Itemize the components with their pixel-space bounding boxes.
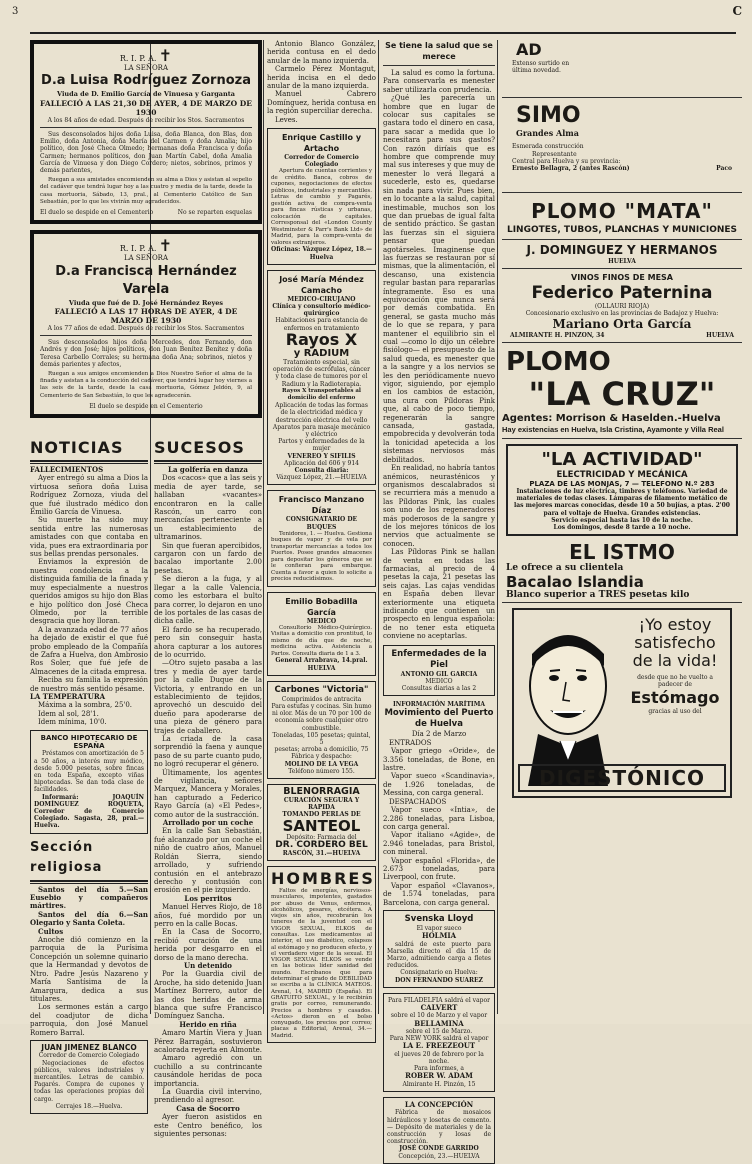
castillo-title: Enrique Castillo y Artacho xyxy=(281,133,362,154)
salud-text: ¿Qué les parecería un hombre que en lugar de colocar sus capitales se gastara todo el dinero en casa, para sacar a medida que lo necesitara para sus gastos? Con razón diríais que es hombre que comprende muy mal sus intereses y que muy de menester lo verá llegará a sucederle, esto es, quedarse sin nada para vivir. Pues bien, en lo tocante a la salud, capital inestimable, muchos son los que dan pruebas de igual falta de sentido práctico. Se gastan las fuerzas sin el siguiera pensar que puedan agotárseles. Imaginense que las fuerzas se restauran por sí mismas, que la alimentación, el descanso, una existencia regular bastan para repararlas íntegramente. Eso es una equivocación que nunca será por demás combatida. En general, se gasta mucho más de lo que se repara, y para mantener el equilibrio sin el cual —como lo dijo un célebre fisiólogo— el presupuesto de la salud queda, es menester que a la sangre y a los nervios se les den periódicamente nuevo vigor, siguiendo, por ejemplo en los cambios de estación, una cura con Píldoras Pink que, al cabo de poco tiempo, regenerarán la sangre cansada, gastada, empobrecida y devolverán toda la tonicidad apetecida a los sistemas nerviosos más debilitados. xyxy=(383,94,495,464)
simo-ad xyxy=(502,103,742,193)
concepcion-name: JOSÉ CONDE GARRIDO xyxy=(399,1145,479,1153)
santeol-addr: RASCÓN, 31.—HUELVA xyxy=(282,849,361,857)
ad-top xyxy=(502,40,742,98)
digestonico-headline: satisfecho xyxy=(634,633,716,653)
religion-title: Sección religiosa xyxy=(30,839,103,875)
digestonico-headline: ¡Yo estoy xyxy=(638,615,712,635)
paternina-title: Federico Paternina xyxy=(531,282,713,303)
sucesos-sub: Los perritos xyxy=(184,893,232,903)
salud-text: Las Píldoras Pink se hallan de venta en todas las farmacias, al precio de 4 pesetas la caja, 21 pesetas las seis cajas. Las cajas vendidas en España deben llevar exteriormente una etiqueta indicando que contienen un prospecto en lengua española: de no tener esta etiqueta conviene no aceptarlas. xyxy=(383,548,495,641)
simo-title: SIMO xyxy=(516,103,581,128)
adam-text: sobre el 10 de Marzo y el vapor xyxy=(390,1012,488,1020)
column-2 xyxy=(154,438,262,1139)
rip-label: R. I. P. A. xyxy=(119,54,157,63)
simo-addr: Ernesto Bellagra, 2 (antes Rascón) xyxy=(512,165,630,173)
camacho-text: Aplicación del 606 y 914 xyxy=(284,459,359,467)
holmia-title: HOLMIA xyxy=(421,931,457,941)
banco-title: BANCO HIPOTECARIO DE ESPAÑA xyxy=(40,733,138,750)
sucesos-title: SUCESOS xyxy=(154,438,245,457)
sucesos-text: La criada de la casa sorprendió la faena y aunque paso de su parte cuanto pudo, no logró recuperar el género. xyxy=(154,735,262,769)
puerto-despachados: DESPACHADOS xyxy=(389,797,447,806)
orta-city: HUELVA xyxy=(706,332,734,340)
camacho-text: Aparatos para masaje mecánico y eléctrico xyxy=(272,423,371,438)
manzano-text: Tenidores, 1. — Huelva. Gestiona buques de vapor y de vela por transportar mercancías a todos los Puertos. Posee grandes almacenes para depositar los géneros que se le confieran para embarque. Cuenta a favor a quien lo solicite a precios reducidísimos. xyxy=(271,530,372,583)
hombres-ad xyxy=(267,866,376,1043)
bobadilla-title: Emilio Bobadilla García xyxy=(285,596,358,617)
carbones-fabrica: Fábrica y despacho: xyxy=(291,753,352,761)
sucesos-text: En la Casa de Socorro, recibió curación de una herida por desgarro en el dorso de la mano derecha. xyxy=(154,928,262,962)
page-number: 3 xyxy=(12,6,19,17)
puerto-entrados: ENTRADOS xyxy=(389,738,432,747)
carbones-price: pesetas; arroba a domicilio, 75 xyxy=(274,746,369,754)
castillo-sub: Corredor de Comercio Colegiado xyxy=(284,154,359,169)
adam-text: sobre el 15 de Marzo. xyxy=(405,1028,473,1036)
hombres-text: Faltos de energías, nerviosos-musculares, impotentes, gastados por abuso de Venus, enfermos, alcohólicos, pesares, etcétera. A viejos sin años, recobrarán los tuneres de la juventud con el VIGOR SEXUAL, ELKOS de consultas. Los medicamentos al interior, el uso diabético, colapsos al estómago y no producen efecto, y el verdadero vigor de la sexual. El VIGOR SEXUAL ELKOS se vende en las boticas líder sanidad del mundo. Escríbanos que para determinar el grado de DEBILIDAD se escriba a la CLÍNICA MATEOS. Arenal, 14, MADRID (España). El GRATUITO SEXUAL, y le recibirán gratis por correo, remunerando. Precios a hombres y casados. «Actos» dieron en el bolso conyugado, los precios por correo; placas a Editorial, Arenal, 34.—Madrid. xyxy=(271,887,372,1039)
salud-text: La salud es como la fortuna. Para conservarla es menester saber utilizarla con prudencia. xyxy=(383,69,495,94)
obit-viuda: Viuda de D. Emilio García de Vinuesa y Garganta xyxy=(57,90,235,99)
concepcion-addr: Concepción, 23.—HUELVA xyxy=(398,1152,480,1160)
obituary-rodriguez xyxy=(30,40,262,224)
obituary-hernandez xyxy=(30,230,262,418)
jimenez-ad xyxy=(30,1040,148,1114)
svenska-text: saldrá de este puerto para Marsella directo el día 15 de Marzo, admitiendo carga a fletes reducidos. xyxy=(387,940,491,970)
puerto-entry: Vapor español «Florida», de 2.673 toneladas, para Liverpool, con frute. xyxy=(383,856,495,882)
adam-text: el jueves 20 de febrero por la noche. xyxy=(394,1050,484,1066)
istmo-blanco: Blanco superior a TRES pesetas kilo xyxy=(506,589,690,600)
religion-text: Anoche dió comienzo en la parroquia de la Purísima Concepción un solemne quinario que la Hermandad y devotos de Ntro. Padre Jesús Nazareno y María Santísima de la Amargura, dedica a sus titulares. xyxy=(30,936,148,1003)
simo-paco: Paco xyxy=(716,165,732,173)
digestonico-estomago: Estómago xyxy=(630,688,720,708)
castillo-text: Apertura de cuentas corrientes y de crédito. Banca, cobros de cupones, negociaciones de efectos públicos, industriales y mercantiles. Letras de cambio y Pagarés, gestión activa de compra-venta para fincas rústicas y urbanas, colocación de capitales. Corresponsal del «London County Westminster & Parr's Bank Ltd» de Madrid, para la compra-venta de valores extranjeros. xyxy=(271,168,372,246)
banco-text: Préstamos con amortización de 5 a 50 años, a interés muy módico, desde 5.000 pesetas, sobre fincas en toda España, excepto viñas hipotecadas. Se dan toda clase de facilidades. xyxy=(34,750,144,794)
piel-name: ANTONIO GIL GARCIA xyxy=(400,670,478,678)
simo-text: Esmerada construcción xyxy=(512,143,584,151)
temp-line: Idem al sol, 28'1. xyxy=(38,709,99,718)
carbones-title: Carbones "Victoria" xyxy=(274,684,369,695)
simo-sub: Grandes Alma xyxy=(516,128,579,138)
concepcion-text: Fábrica de mosaicos hidráulicos y losetas de cemento. — Depósito de materiales y de la construcción y losas de construcción. xyxy=(387,1109,491,1146)
obit-ruegan: Ruegan a sus amigos encomienden a Dios Nuestro Señor el alma de la finada y asistan a la conducción del cadáver, que tendrá lugar hoy viernes a las seis de la tarde, desde la casa mortuoria, Gómez Jeldón, 9, al Cementerio de San Sebastián, lo que les agradecerán. xyxy=(40,371,252,399)
actividad-title: "LA ACTIVIDAD" xyxy=(541,449,703,471)
religion-text: Santos del día 5.—San Eusebio y compañeros mártires. xyxy=(30,884,148,911)
camacho-text: Habitaciones para estancia de enfermos en tratamiento xyxy=(275,317,368,332)
adam-title: ROBER W. ADAM xyxy=(405,1071,473,1081)
santeol-title: SANTEOL xyxy=(282,817,361,836)
paternina-sub: (OLLAURI RIOJA) xyxy=(594,302,650,310)
noticias-title: NOTICIAS xyxy=(30,438,124,457)
vinos-title: VINOS FINOS DE MESA xyxy=(571,273,673,283)
svenska-text: Consignatario en Huelva: xyxy=(400,969,478,977)
casa-socorro-entry: Manuel Cabrero Domínguez, herida contusa en la región superciliar derecha. xyxy=(267,90,376,116)
digestonico-brand: DIGESTÓNICO xyxy=(518,764,726,792)
radium-title: y RADIUM xyxy=(293,347,350,359)
hombres-title: HOMBRES xyxy=(271,868,375,888)
svenska-consig: DON FERNANDO SUAREZ xyxy=(395,976,483,984)
casa-socorro-entry: Antonio Blanco González, herida contusa en el dedo anular de la mano izquierda. xyxy=(267,40,376,65)
sucesos-text: Manuel Herves Riojo, de 18 años, fué mordido por un perro en la calle Bocas. xyxy=(154,903,262,928)
carbones-price: Toneladas, 105 pesetas; quintal, 5 xyxy=(272,731,371,747)
ad-text: Extenso surtido en última novedad. xyxy=(512,60,570,75)
jimenez-addr: Cerrajes 18.—Huelva. xyxy=(55,1102,123,1110)
salud-title: Se tiene la salud que se merece xyxy=(385,41,493,61)
maritima-title: INFORMACIÓN MARÍTIMA xyxy=(392,701,486,709)
adam-ad xyxy=(383,993,495,1092)
salud-text: En realidad, no habría tantos anémicos, neurasténicos y organismos descalabrados si se recurriera más a menudo a las Píldoras Pink, las cuales son uno de los regeneradores más poderosos de la sangre y de los mejores tónicos de los nervios que actualmente se conocen. xyxy=(383,464,495,548)
plomo-mata-title: PLOMO "MATA" xyxy=(531,199,713,223)
bellamina-title: BELLAMINA xyxy=(414,1018,464,1028)
noticias-text: Enviamos la expresión de nuestra condolencia a la distinguida familia de la finada y muy especialmente a nuestros queridos amigos su hijo don Blas e hijo político don José Checa Olmedo, por la terrible desgracia que hoy lloran. xyxy=(30,558,148,626)
carbones-ad xyxy=(267,681,376,779)
adam-text: Para informes, a xyxy=(414,1065,464,1073)
calvert-title: CALVERT xyxy=(420,1003,458,1012)
noticias-text: A la avanzada edad de 77 años ha dejado de existir el que fué probo empleado de la Compañía de Zafra a Huelva, don Ambrosio Ros Soler, que fué jefe de Almacenes de la citada empresa. xyxy=(30,625,148,676)
sucesos-text: Por la Guardia civil de Aroche, ha sido detenido Juan Martínez Borrero, autor de las dos heridas de arma blanca que sufre Francisco Domínguez Sancha. xyxy=(154,970,262,1021)
cordero-title: DR. CORDERO BEL xyxy=(275,840,368,851)
temp-title: LA TEMPERATURA xyxy=(30,691,106,701)
paternina-ad xyxy=(502,274,742,343)
sucesos-text: El fardo se ha recuperado, pero sin conseguir hasta ahora capturar a los autores de lo ocurrido. xyxy=(154,625,262,659)
santeol-text: TOMANDO PERLAS DE xyxy=(282,810,361,818)
bobadilla-sub: MEDICO xyxy=(306,617,337,625)
obit-name: D.a Luisa Rodríguez Zornoza xyxy=(41,73,251,89)
digestonico-text xyxy=(624,616,726,716)
adam-text: Para NEW YORK saldrá el vapor xyxy=(389,1035,489,1043)
man-face-illustration xyxy=(518,616,618,786)
camacho-hours: Consulta diaria: xyxy=(294,466,349,474)
digestonico-gracias: gracias al uso del xyxy=(648,708,702,716)
lacruz-existencias: Hay existencias en Huelva, Isla Cristina, Ayamonte y Villa Real xyxy=(502,425,724,435)
castillo-ad xyxy=(267,128,376,265)
adam-text: Para FILADELFIA saldrá el vapor xyxy=(388,996,490,1004)
religion-cultos: Cultos xyxy=(38,926,64,936)
bobadilla-ad xyxy=(267,592,376,676)
temp-line: Idem mínima, 10'0. xyxy=(38,718,107,727)
sucesos-text: Dos «cacos» que a las seis y media de ayer tarde, se hallaban «vacantes» encontraron en la calle Rascón, un carro con mercancías perteneciente a un establecimiento de ultramarinos. xyxy=(154,474,262,542)
obit-name: D.a Francisca Hernández Varela xyxy=(55,263,237,297)
jimenez-sub: Corredor de Comercio Colegiado xyxy=(38,1052,140,1060)
camacho-title: José María Méndez Camacho xyxy=(279,274,364,295)
manzano-ad xyxy=(267,490,376,586)
digestonico-headline: de la vida! xyxy=(632,651,718,671)
carbones-text: Para estufas y cocinas. Sin humo ni olor. Más de un 70 por 100 de economía sobre cualquier otro combustible. xyxy=(271,703,372,732)
ad-title: AD xyxy=(516,40,542,59)
istmo-bacalao: Bacalao Islandia xyxy=(506,572,644,591)
noticias-text: Ayer entregó su alma a Dios la virtuosa señora doña Luisa Rodríguez Zornoza, viuda del que fué ilustrado médico don Emilio García de Vinuesa. xyxy=(30,474,148,517)
camacho-text: Aplicación de todas las formas de la electricidad médica y destrucción eléctrica del vello xyxy=(275,402,368,424)
actividad-domingos: Los domingos, desde 8 tarde a 10 noche. xyxy=(553,524,691,532)
puerto-title: Movimiento del Puerto de Huelva xyxy=(384,708,494,730)
obituaries-area xyxy=(30,40,262,445)
obit-edad: A los 84 años de edad. Después de recibir los Stos. Sacramentos xyxy=(47,116,245,124)
obit-body: Sus desconsolados hijos doña Mercedes, don Fernando, don Andrés y don José; hijos políticos, don Juan Benítez Benítez y doña Teresa Carbello Corrales; su hermana doña Ana; sobrinos, nietos y demás parientes y afectos, xyxy=(40,339,252,368)
istmo-title: EL ISTMO xyxy=(569,540,675,565)
svenska-title: Svenska Lloyd xyxy=(404,913,474,924)
puerto-entry: Vapor sueco «Scandinavia», de 1.926 toneladas, de Messina, con carga general. xyxy=(383,772,495,798)
fre-title: LA E. FREEZEOUT xyxy=(402,1041,476,1051)
sucesos-text: Amaro agredió con un cuchillo a su contrincante causándole heridas de poca importancia. xyxy=(154,1054,262,1088)
noticias-text: Su muerte ha sido muy sentida entre las numerosas amistades con que contaba en vida, pues era extraordinaria por sus bellas prendas personales. xyxy=(30,516,148,559)
cross-icon: ✝ xyxy=(158,236,173,256)
bobadilla-addr: General Arrabrava, 14.pral. HUELVA xyxy=(275,657,368,672)
obit-viuda: Viuda que fué de D. José Hernández Reyes xyxy=(68,298,224,307)
casa-socorro-entry: Leves. xyxy=(275,115,298,124)
obit-duelo: El duelo se despide en el Cementerio xyxy=(89,402,203,410)
sucesos-text: En la calle San Sebastián, fué alcanzado por un coche el niño de cuatro años, Manuel Roldán Sierra, siendo arrollado, y sufriendo contusión en el antebrazo derecho y contusión con erosión en el pie izquierdo. xyxy=(154,827,262,895)
istmo-ofrece: Le ofrece a su clientela xyxy=(506,563,624,574)
obit-la: LA SEÑORA xyxy=(123,64,169,72)
camacho-addr: Vázquez López, 21.—HUELVA xyxy=(276,474,367,482)
sucesos-text: Últimamente, los agentes de vigilancia, señores Marquez, Mancera y Morales, han capturado a Federico Rayo García (a) «El Pedes», como autor de la sustracción. xyxy=(154,768,262,819)
bobadilla-text: Consultorio Médico-Quirúrgico. Visitas a domicilio con prontitud, lo mismo de día que de noche, medicina activa. Asistencia a Partos. Consulta diaria de 1 a 3. xyxy=(271,624,372,657)
actividad-sub: ELECTRICIDAD Y MECÁNICA xyxy=(556,470,688,481)
carbones-tel: Teléfono número 155. xyxy=(288,767,355,775)
actividad-ad xyxy=(506,444,738,536)
istmo-ad xyxy=(502,540,742,603)
actividad-addr: PLAZA DE LAS MONJAS, 7 — TELEFONO N.º 283 xyxy=(529,479,715,488)
obit-ruegan: Ruegan a sus amistades encomienden su alma a Dios y asistan al sepelio del cadáver que tendrá lugar hoy a las cuatro y media de la tarde, desde la casa mortuoria, Sábado, 13, pral., al Cementerio Católico de San Sebastián, por lo que les vivirán muy agradecidos. xyxy=(40,177,252,205)
digestonico-desde: desde que no he vuelto a padecer de xyxy=(637,674,713,689)
santeol-text: Depósito: Farmacia del xyxy=(286,834,357,842)
column-5 xyxy=(502,40,742,1016)
orta-addr: ALMIRANTE H. PINZON, 34 xyxy=(510,332,605,340)
rip-label: R. I. P. A. xyxy=(119,244,157,254)
manzano-sub: CONSIGNATARIO DE BUQUES xyxy=(285,516,358,531)
puerto-entry: Vapor griego «Oride», de 3.356 toneladas, de Bone, en lastre. xyxy=(383,747,495,773)
plomo-cruz-title: PLOMO xyxy=(506,347,611,378)
religion-text: Santos del día 6.—San Olegario y Santa Coleta. xyxy=(30,909,148,928)
piel-sub: MEDICO xyxy=(425,677,453,685)
piel-ad xyxy=(383,645,495,697)
castillo-addr: Oficinas: Vázquez López, 18.—Huelva xyxy=(271,246,372,261)
noticias-sub: FALLECIMIENTOS xyxy=(30,465,104,474)
svenska-ad xyxy=(383,910,495,988)
sucesos-text: Ayer fueron asistidos en este Centro benéfico, los siguientes personas: xyxy=(154,1113,262,1139)
camacho-text: Partos y enfermedades de la mujer xyxy=(278,438,365,453)
jimenez-title: JUAN JIMENEZ BLANCO xyxy=(41,1042,137,1052)
camacho-text: Tratamiento especial, sin operación de escrófulas, cáncer y toda clase de tumores por el Radium y la Radioterapia. xyxy=(273,358,370,388)
camacho-text: Rayos X transportables al domicilio del enfermo xyxy=(281,387,362,401)
piel-title: Enfermedades de la Piel xyxy=(391,648,487,670)
sucesos-text: Sin que fueran apercibidos, cargaron con un fardo de bacalao importante 2.00 pesetas. xyxy=(154,541,262,575)
carbones-addr: MOLINO DE LA VEGA xyxy=(284,760,359,768)
camacho-sub: MEDICO-CIRUJANO xyxy=(287,295,356,303)
sucesos-sub: Un detenido xyxy=(184,960,232,970)
jdom-title: J. DOMINGUEZ Y HERMANOS xyxy=(526,243,718,257)
obit-duelo: El duelo se despide en el Cementerio xyxy=(40,209,154,217)
obit-fallecio: FALLECIÓ A LAS 17 HORAS DE AYER, 4 DE MARZO DE 1930 xyxy=(54,307,238,326)
lacruz-title: "LA CRUZ" xyxy=(528,375,716,414)
page-header xyxy=(0,0,752,36)
plomo-cruz-ad xyxy=(502,348,742,439)
digestonico-ad xyxy=(512,608,732,798)
sucesos-sub: La golfería en danza xyxy=(168,465,248,474)
orta-title: Mariano Orta García xyxy=(552,317,692,332)
sucesos-text: Se dieron a la fuga, y al llegar a la calle Valencia, como les estorbara el bulto para correr, lo dejaron en uno de los portales de las casas de dicha calle. xyxy=(154,575,262,626)
manzano-title: Francisco Manzano Díaz xyxy=(278,495,365,516)
puerto-entry: Vapor italiano «Agide», de 2.946 toneladas, para Bristol, con mineral. xyxy=(383,831,495,857)
obit-invit: No se reparten esquelas xyxy=(177,209,252,217)
puerto-entry: Vapor español «Clavanos», de 1.574 toneladas, para Barcelona, con carga general. xyxy=(383,881,495,907)
adam-addr: Almirante H. Pinzón, 15 xyxy=(402,1080,476,1088)
blenorragia-title: BLENORRAGIA xyxy=(283,786,360,798)
page-mark: C xyxy=(732,4,742,18)
column-4 xyxy=(383,40,495,1160)
lacruz-agentes: Agentes: Morrison & Haselden.-Huelva xyxy=(502,413,721,425)
simo-text: Central para Huelva y su provincia: xyxy=(512,157,621,165)
plomo-mata-ad xyxy=(502,198,742,269)
camacho-ad xyxy=(267,270,376,485)
puerto-entry: Vapor sueco «Intia», de 2.286 toneladas, para Lisboa, con carga general. xyxy=(383,806,495,831)
santeol-text: CURACIÓN SEGURA Y RAPIDA xyxy=(283,796,360,811)
sucesos-sub: Arrollado por un coche xyxy=(162,818,254,828)
obit-edad: A los 77 años de edad. Después de recibir los Stos. Sacramentos xyxy=(47,325,245,333)
sucesos-sub: Casa de Socorro xyxy=(176,1103,240,1113)
piel-hours: Consultas diarias a las 2 xyxy=(401,685,477,693)
actividad-text: Instalaciones de luz eléctrica, timbres y teléfonos. Variedad de materiales de todas clases. Lámparas de filamento metálico de las mejores marcas conocidas, desde 10 a 50 bujías, a ptas. 2'00 para el voltaje de Huelva. Grandes existencias. xyxy=(514,488,730,517)
sucesos-text: Amaro Martín Viera y Juan Pérez Barragán, sostuvieron acalorada reyerta en Almonte. xyxy=(154,1029,262,1055)
banco-info: Informará: JOAQUÍN DOMÍNGUEZ ROQUETA, Corredor de Comercio Colegiado. Sagasta, 28, pral.—Huelva. xyxy=(34,793,144,830)
puerto-date: Día 2 de Marzo xyxy=(411,730,467,739)
sucesos-sub: Herido en riña xyxy=(179,1019,237,1029)
camacho-text: VENEREO Y SIFILIS xyxy=(287,452,356,460)
simo-text: Representante xyxy=(532,150,577,158)
camacho-sub2: Clínica y consultorio médico-quirúrgico xyxy=(272,303,371,318)
obit-la: LA SEÑORA xyxy=(123,254,169,263)
casa-socorro-entry: Carmelo Pérez Montagut, herida incisa en el dedo anular de la mano izquierda. xyxy=(267,65,376,91)
plomo-mata-text: LINGOTES, TUBOS, PLANCHAS Y MUNICIONES xyxy=(506,225,738,235)
concepcion-ad xyxy=(383,1097,495,1164)
banco-ad xyxy=(30,730,148,834)
rayos-title: Rayos X xyxy=(285,329,358,349)
obit-body: Sus desconsolados hijos doña Luisa, doña Blanca, don Blas, don Emilio, doña Antonia, doña María del Carmen y doña Amalia; hijo político, don José Checa Olmedo; hermanas doña Francisca y doña Carmen; hermanos políticos, don Juan Martín Cabel, doña Amalia García de Vinuesa y don Diego Cordero; nietos, sobrinos, primos y demás parientes, xyxy=(40,131,252,175)
column-3 xyxy=(267,40,376,1039)
svenska-text: El vapor sueco xyxy=(416,924,462,932)
paternina-text: Concesionario exclusivo en las provincias de Badajoz y Huelva: xyxy=(525,309,719,317)
jimenez-text: Negociaciones de efectos públicos, valores industriales y mercantiles. Letras de cambio. Pagarés. Compra de cupones y todas las operaciones propias del cargo. xyxy=(34,1059,144,1103)
santeol-ad xyxy=(267,784,376,861)
column-1 xyxy=(30,438,148,1110)
obit-fallecio: FALLECIÓ A LAS 21,30 DE AYER, 4 DE MARZO DE 1930 xyxy=(40,98,252,117)
jdom-city: HUELVA xyxy=(608,258,636,265)
religion-text: Los sermones están a cargo del coadjutor de dicha parroquia, don José Manuel Romero Barral. xyxy=(30,1003,148,1037)
sucesos-text: La Guardia civil intervino, prendiendo al agresor. xyxy=(154,1088,262,1105)
concepcion-title: LA CONCEPCIÓN xyxy=(404,1100,474,1110)
carbones-sub: Comprimidos de antracita xyxy=(281,695,362,703)
actividad-servicio: Servicio especial hasta las 10 de la noche. xyxy=(551,516,693,524)
noticias-text: Reciba su familia la expresión de nuestro más sentido pésame. xyxy=(30,676,148,693)
cross-icon: ✝ xyxy=(158,46,173,65)
temp-line: Máxima a la sombra, 25'0. xyxy=(38,701,133,710)
sucesos-text: —Otro sujeto pasaba a las tres y media de ayer tarde por la calle Duque de la Victoria, y entrando en un establecimiento de tejidos, aprovechó un descuido del dueño para apoderarse de una pieza de género para trajes de caballero. xyxy=(154,659,262,735)
